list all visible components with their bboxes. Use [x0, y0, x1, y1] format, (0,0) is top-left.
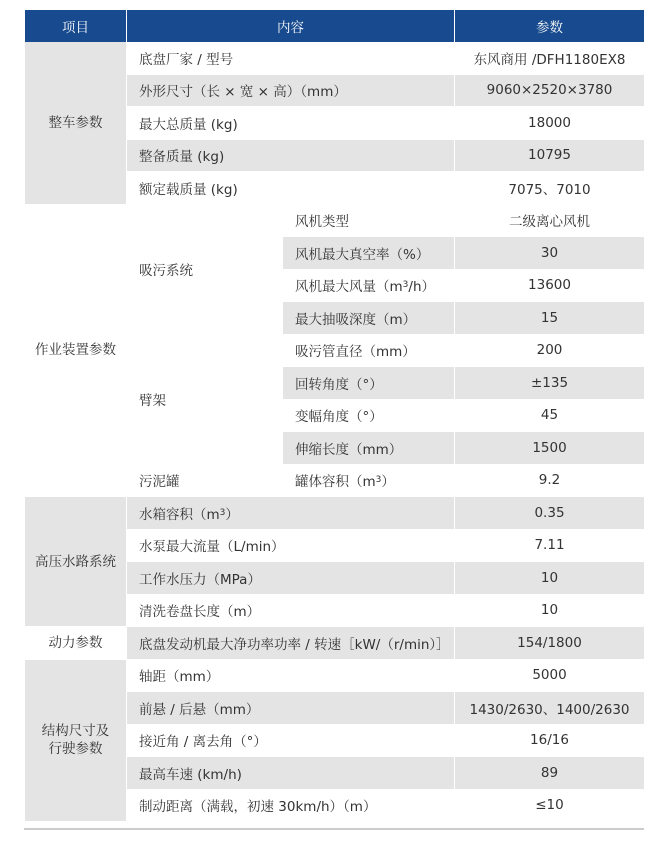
row-name: 最大总质量 (kg) [127, 107, 455, 140]
row-value: 10795 [455, 139, 645, 172]
row-value: 10 [455, 594, 645, 627]
row-value: 7.11 [455, 529, 645, 562]
row-name: 最高车速 (km/h) [127, 757, 455, 790]
row-name: 水泵最大流量（L/min） [127, 529, 455, 562]
category-structure: 结构尺寸及 行驶参数 [25, 659, 127, 822]
row-value: 16/16 [455, 724, 645, 757]
row-value: 13600 [455, 269, 645, 302]
row-name: 外形尺寸（长 × 宽 × 高）（mm） [127, 74, 455, 107]
row-name: 额定载质量 (kg) [127, 172, 455, 205]
row-name: 伸缩长度（mm） [283, 432, 455, 465]
subcategory-arm: 臂架 [127, 334, 283, 464]
row-name: 轴距（mm） [127, 659, 455, 692]
row-name: 前悬 / 后悬（mm） [127, 692, 455, 725]
row-name: 底盘发动机最大净功率功率 / 转速［kW/（r/min）］ [127, 627, 455, 660]
row-value: 9.2 [455, 464, 645, 497]
row-value: 1500 [455, 432, 645, 465]
row-value: 5000 [455, 659, 645, 692]
row-value: 18000 [455, 107, 645, 140]
row-value: 15 [455, 302, 645, 335]
subcategory-tank: 污泥罐 [127, 464, 283, 497]
category-work: 作业装置参数 [25, 204, 127, 497]
row-value: 30 [455, 237, 645, 270]
row-name: 吸污管直径（mm） [283, 334, 455, 367]
row-name: 清洗卷盘长度（m） [127, 594, 455, 627]
category-power: 动力参数 [25, 627, 127, 660]
row-name: 罐体容积$(m^3)$ [283, 464, 455, 497]
row-value: 7075、7010 [455, 172, 645, 205]
row-value: ≤10 [455, 789, 645, 822]
bottom-rule [24, 828, 644, 830]
subcategory-suction: 吸污系统 [127, 204, 283, 334]
row-name: 水箱容积$(m^3)$ [127, 497, 455, 530]
row-value: 二级离心风机 [455, 204, 645, 237]
row-name: 风机最大真空率（%） [283, 237, 455, 270]
header-content: 内容 [127, 10, 455, 42]
spec-table [24, 10, 645, 822]
table-row [25, 42, 645, 74]
row-name: 变幅角度（°） [283, 399, 455, 432]
table-row [25, 497, 645, 530]
row-value: 89 [455, 757, 645, 790]
row-value: 154/1800 [455, 627, 645, 660]
row-value: 200 [455, 334, 645, 367]
row-name: 风机类型 [283, 204, 455, 237]
table-row [25, 204, 645, 237]
header-item: 项目 [25, 10, 127, 42]
row-name: 底盘厂家 / 型号 [127, 42, 455, 74]
row-name: 整备质量 (kg) [127, 139, 455, 172]
row-value: 45 [455, 399, 645, 432]
row-name: 最大抽吸深度（m） [283, 302, 455, 335]
row-value: 10 [455, 562, 645, 595]
row-value: ±135 [455, 367, 645, 400]
category-water: 高压水路系统 [25, 497, 127, 627]
row-name: 工作水压力（MPa） [127, 562, 455, 595]
header-row [25, 10, 645, 42]
row-name: 接近角 / 离去角（°） [127, 724, 455, 757]
header-value: 参数 [455, 10, 645, 42]
table-row [25, 627, 645, 660]
row-value: 1430/2630、1400/2630 [455, 692, 645, 725]
category-vehicle: 整车参数 [25, 42, 127, 204]
row-name: 回转角度（°） [283, 367, 455, 400]
row-name: 制动距离（满载，初速 30km/h）（m） [127, 789, 455, 822]
row-name: 风机最大风量$(m^3/h)$ [283, 269, 455, 302]
row-value: 0.35 [455, 497, 645, 530]
row-value: 9060×2520×3780 [455, 74, 645, 107]
row-value: 东风商用 /DFH1180EX8 [455, 42, 645, 74]
table-row [25, 659, 645, 692]
